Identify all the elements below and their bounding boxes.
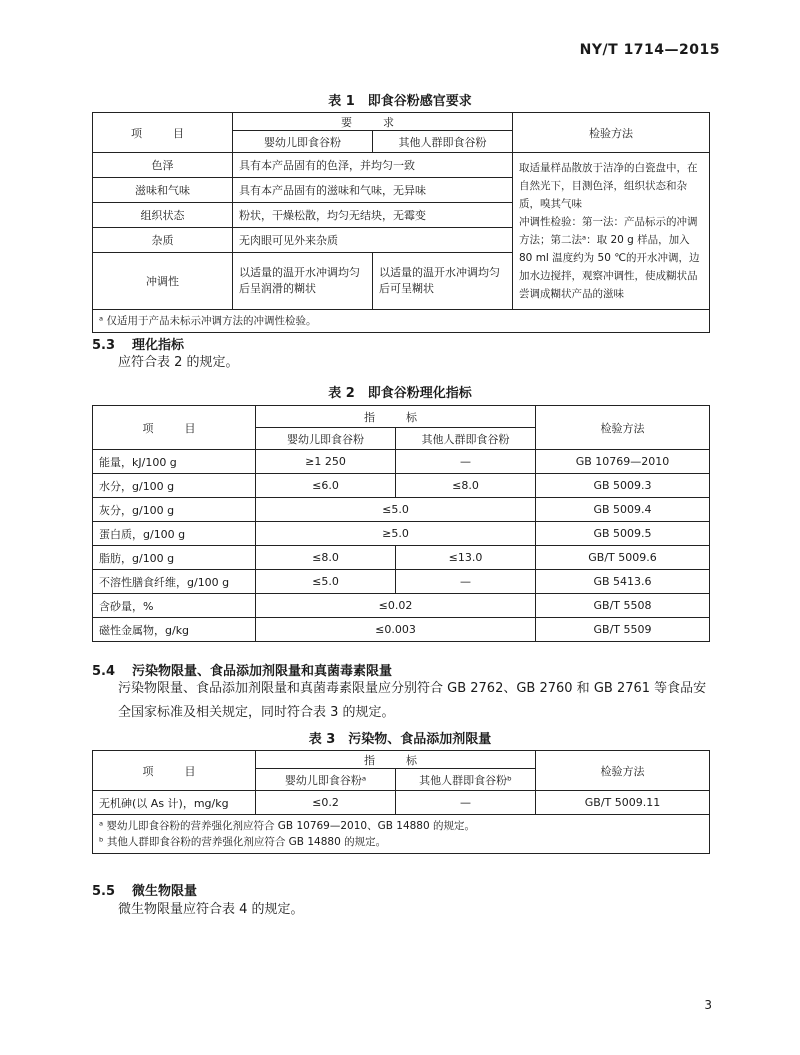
table2-header-index: 指 标 [256, 406, 536, 428]
table3-row-method: GB/T 5009.11 [536, 791, 710, 815]
table1-row-item: 杂质 [93, 228, 233, 253]
table1-row-requirement: 具有本产品固有的色泽，并均匀一致 [233, 153, 513, 178]
table2-row-value: ≥5.0 [256, 522, 536, 546]
table3-header-item: 项 目 [93, 751, 256, 791]
table2-row-item: 含砂量，% [93, 594, 256, 618]
table2-row-item: 灰分，g/100 g [93, 498, 256, 522]
table2-row-item: 水分，g/100 g [93, 474, 256, 498]
section-number: 5.4 [92, 664, 116, 679]
table2-header-infant: 婴幼儿即食谷粉 [256, 428, 396, 450]
section-number: 5.3 [92, 338, 116, 353]
table1-row-requirement: 无肉眼可见外来杂质 [233, 228, 513, 253]
table2-row-value: ≤0.003 [256, 618, 536, 642]
table1-header-other: 其他人群即食谷粉 [373, 131, 513, 153]
table2-row-method: GB/T 5508 [536, 594, 710, 618]
table1-method-cell [513, 153, 710, 310]
section-5-5-body: 微生物限量应符合表 4 的规定。 [118, 902, 304, 917]
table2-row-infant: ≥1 250 [256, 450, 396, 474]
table1-row-item: 组织状态 [93, 203, 233, 228]
table2-row-item: 能量，kJ/100 g [93, 450, 256, 474]
table1-header-item: 项 目 [93, 113, 233, 153]
section-title: 污染物限量、食品添加剂限量和真菌毒素限量 [132, 664, 393, 679]
table3-footnote-a: ᵃ 婴幼儿即食谷粉的营养强化剂应符合 GB 10769—2010、GB 14880 的规定。 [99, 820, 476, 832]
table1-caption: 表 1 即食谷粉感官要求 [328, 94, 472, 109]
table1-header-requirement: 要 求 [233, 113, 513, 131]
table1-row-requirement: 粉状，干燥松散，均匀无结块，无霉变 [233, 203, 513, 228]
table2-row-value: ≤5.0 [256, 498, 536, 522]
table3-header-index: 指 标 [256, 751, 536, 769]
table2-row-method: GB 10769—2010 [536, 450, 710, 474]
table2-row-method: GB 5413.6 [536, 570, 710, 594]
section-title: 微生物限量 [132, 884, 198, 899]
table1-method-visual: 取适量样品散放于洁净的白瓷盘中，在自然光下，目测色泽，组织状态和杂质，嗅其气味 [519, 162, 698, 210]
table1-header-method: 检验方法 [513, 113, 710, 153]
section-title: 理化指标 [132, 338, 185, 353]
table2-row-method: GB/T 5509 [536, 618, 710, 642]
table2-caption: 表 2 即食谷粉理化指标 [328, 386, 472, 401]
table1-row-other: 以适量的温开水冲调均匀后可呈糊状 [373, 253, 513, 310]
table1-header-infant: 婴幼儿即食谷粉 [233, 131, 373, 153]
table2-row-method: GB 5009.5 [536, 522, 710, 546]
table2-row-item: 不溶性膳食纤维，g/100 g [93, 570, 256, 594]
table3-header-infant: 婴幼儿即食谷粉ᵃ [256, 769, 396, 791]
table2-row-other: — [396, 570, 536, 594]
table3-footnote-b: ᵇ 其他人群即食谷粉的营养强化剂应符合 GB 14880 的规定。 [99, 836, 387, 848]
table3-caption: 表 3 污染物、食品添加剂限量 [308, 732, 492, 747]
page-number: 3 [704, 998, 712, 1012]
section-number: 5.5 [92, 884, 116, 899]
table2-header-method: 检验方法 [536, 406, 710, 450]
table3-header-other: 其他人群即食谷粉ᵇ [396, 769, 536, 791]
table2-header-other: 其他人群即食谷粉 [396, 428, 536, 450]
table2-row-method: GB 5009.4 [536, 498, 710, 522]
table3-header-method: 检验方法 [536, 751, 710, 791]
table3-row-other: — [396, 791, 536, 815]
section-5-4-body: 污染物限量、食品添加剂限量和真菌毒素限量应分别符合 GB 2762、GB 2760 和 GB 2761 等食品安全国家标准及相关规定，同时符合表 3 的规定。 [118, 681, 707, 720]
section-5-5-heading [92, 880, 197, 899]
table1-method-mixing: 冲调性检验：第一法：产品标示的冲调方法；第二法ᵃ：取 20 g 样品，加入 80 ml 温度约为 50 ℃的开水冲调，边加水边搅拌，观察冲调性，使成糊状品尝调成糊状产品的滋味 [519, 216, 700, 300]
table1 [92, 112, 710, 333]
table2-row-item: 蛋白质，g/100 g [93, 522, 256, 546]
table2 [92, 405, 710, 642]
table2-row-infant: ≤5.0 [256, 570, 396, 594]
table2-row-method: GB 5009.3 [536, 474, 710, 498]
table2-row-value: ≤0.02 [256, 594, 536, 618]
table2-row-other: ≤13.0 [396, 546, 536, 570]
table1-row-requirement: 具有本产品固有的滋味和气味，无异味 [233, 178, 513, 203]
table2-row-item: 磁性金属物，g/kg [93, 618, 256, 642]
table2-row-item: 脂肪，g/100 g [93, 546, 256, 570]
table2-row-infant: ≤8.0 [256, 546, 396, 570]
standard-code: NY/T 1714—2015 [579, 42, 720, 58]
table3-row-item: 无机砷(以 As 计)，mg/kg [93, 791, 256, 815]
section-5-3-body: 应符合表 2 的规定。 [118, 355, 239, 370]
table1-footnote: ᵃ 仅适用于产品未标示冲调方法的冲调性检验。 [93, 310, 710, 333]
table1-row-infant: 以适量的温开水冲调均匀后呈润滑的糊状 [233, 253, 373, 310]
table2-row-other: ≤8.0 [396, 474, 536, 498]
table2-row-other: — [396, 450, 536, 474]
table3 [92, 750, 710, 854]
table1-row-item: 冲调性 [93, 253, 233, 310]
table3-row-infant: ≤0.2 [256, 791, 396, 815]
table2-row-method: GB/T 5009.6 [536, 546, 710, 570]
table1-row-item: 色泽 [93, 153, 233, 178]
table1-row-item: 滋味和气味 [93, 178, 233, 203]
table2-row-infant: ≤6.0 [256, 474, 396, 498]
table3-footnotes [93, 815, 710, 854]
table2-header-item: 项 目 [93, 406, 256, 450]
